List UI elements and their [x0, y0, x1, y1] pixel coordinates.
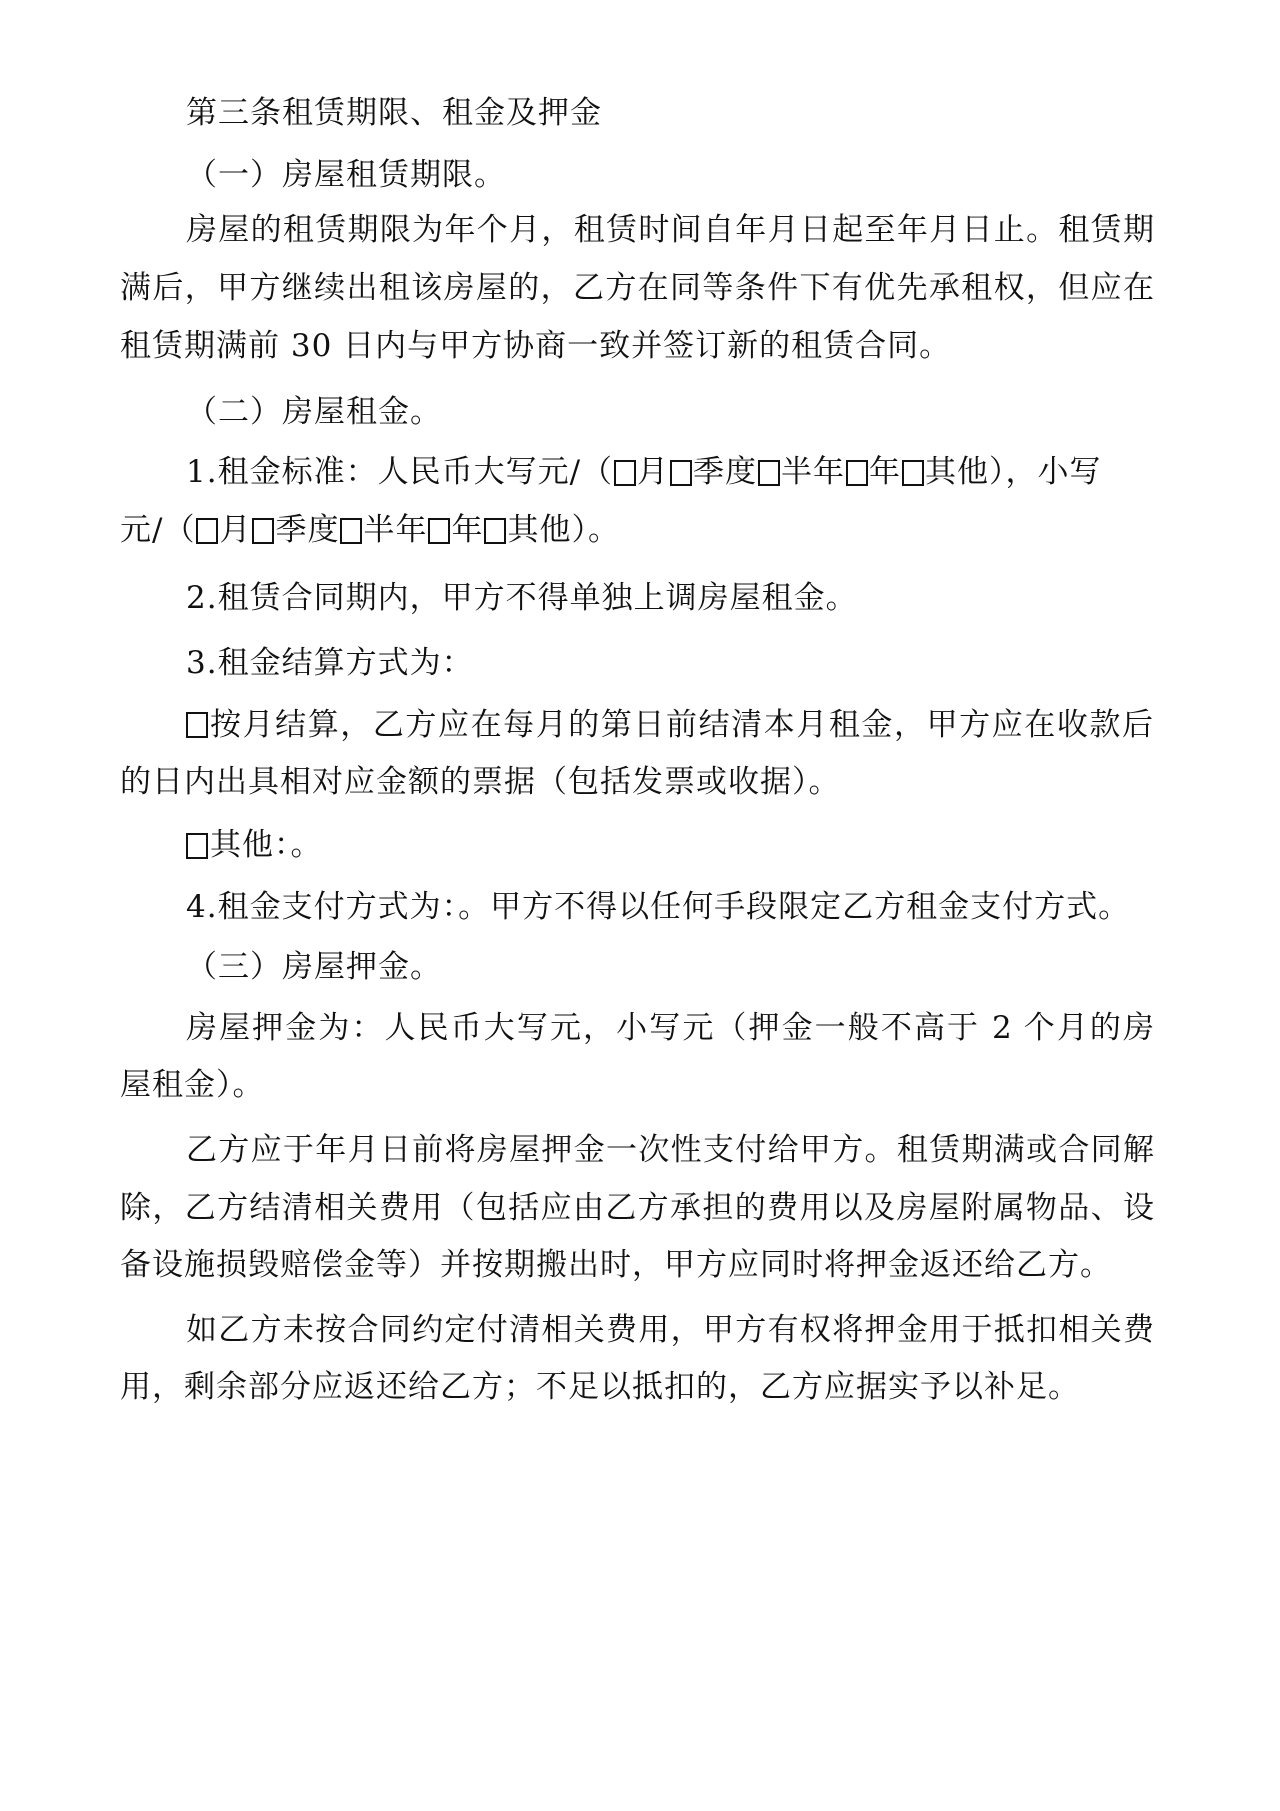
- rent-standard-line2-prefix: 元/（: [120, 512, 196, 548]
- section-1-para-line-2: 满后，甲方继续出租该房屋的，乙方在同等条件下有优先承租权，但应在: [120, 270, 1154, 306]
- checkbox-monthly-settlement[interactable]: [186, 712, 208, 738]
- deposit-payment-line-1: 乙方应于年月日前将房屋押金一次性支付给甲方。租赁期满或合同解: [186, 1132, 1154, 1168]
- section-1-para-line-1: 房屋的租赁期限为年个月，租赁时间自年月日起至年月日止。租赁期: [186, 212, 1154, 248]
- option-quarter-label: 季度: [693, 454, 758, 490]
- checkbox-other[interactable]: [902, 460, 924, 486]
- option-other-label-2: 其他: [507, 512, 572, 548]
- checkbox-quarter-2[interactable]: [252, 518, 274, 544]
- checkbox-other-settlement[interactable]: [186, 833, 208, 859]
- checkbox-month[interactable]: [614, 460, 636, 486]
- settlement-monthly-line-2: 的日内出具相对应金额的票据（包括发票或收据）。: [120, 764, 841, 800]
- rent-standard-line-2: [120, 510, 620, 550]
- section-1-title: （一）房屋租赁期限。: [186, 157, 506, 193]
- checkbox-quarter[interactable]: [670, 460, 692, 486]
- rent-item-4: 4.租金支付方式为：。甲方不得以任何手段限定乙方租金支付方式。: [186, 889, 1131, 925]
- deposit-line-2: 屋租金）。: [120, 1067, 265, 1103]
- option-year-label: 年: [869, 454, 902, 490]
- rent-standard-prefix: 1.租金标准：人民币大写元/（: [186, 454, 614, 490]
- section-1-para-line-3: 租赁期满前 30 日内与甲方协商一致并签订新的租赁合同。: [120, 328, 952, 364]
- settlement-monthly-line-1: [186, 705, 1154, 745]
- option-half-year-label-2: 半年: [363, 512, 428, 548]
- option-half-year-label: 半年: [781, 454, 846, 490]
- option-year-label-2: 年: [451, 512, 484, 548]
- rent-standard-suffix: ），小写: [989, 454, 1102, 490]
- rent-item-3: 3.租金结算方式为：: [186, 645, 474, 681]
- checkbox-other-2[interactable]: [484, 518, 506, 544]
- section-2-title: （二）房屋租金。: [186, 394, 442, 430]
- settlement-other-text: 其他：。: [210, 827, 323, 863]
- deposit-offset-line-1: 如乙方未按合同约定付清相关费用，甲方有权将押金用于抵扣相关费: [186, 1312, 1154, 1348]
- option-other-label: 其他: [925, 454, 990, 490]
- settlement-other-line: [186, 825, 323, 865]
- rent-standard-line-1: [186, 452, 1102, 492]
- checkbox-year[interactable]: [846, 460, 868, 486]
- settlement-monthly-text-1: 按月结算，乙方应在每月的第日前结清本月租金，甲方应在收款后: [210, 707, 1154, 743]
- option-month-label-2: 月: [219, 512, 252, 548]
- checkbox-half-year-2[interactable]: [340, 518, 362, 544]
- deposit-payment-line-2: 除，乙方结清相关费用（包括应由乙方承担的费用以及房屋附属物品、设: [120, 1190, 1154, 1226]
- deposit-offset-line-2: 用，剩余部分应返还给乙方；不足以抵扣的，乙方应据实予以补足。: [120, 1369, 1080, 1405]
- section-3-title: （三）房屋押金。: [186, 949, 442, 985]
- article-heading: 第三条租赁期限、租金及押金: [186, 95, 602, 131]
- checkbox-year-2[interactable]: [428, 518, 450, 544]
- checkbox-half-year[interactable]: [758, 460, 780, 486]
- rent-item-2: 2.租赁合同期内，甲方不得单独上调房屋租金。: [186, 580, 858, 616]
- option-quarter-label-2: 季度: [275, 512, 340, 548]
- rent-standard-line2-suffix: ）。: [571, 512, 620, 548]
- option-month-label: 月: [637, 454, 670, 490]
- deposit-line-1: 房屋押金为：人民币大写元，小写元（押金一般不高于 2 个月的房: [186, 1010, 1154, 1046]
- deposit-payment-line-3: 备设施损毁赔偿金等）并按期搬出时，甲方应同时将押金返还给乙方。: [120, 1247, 1112, 1283]
- checkbox-month-2[interactable]: [196, 518, 218, 544]
